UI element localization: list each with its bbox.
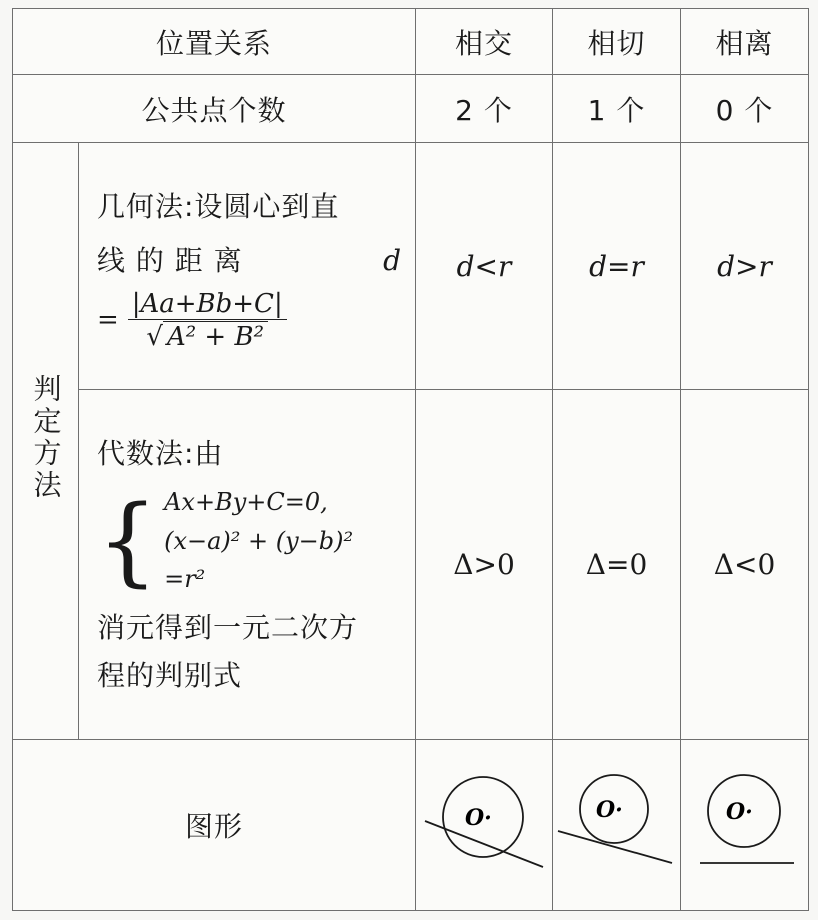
common-points-row bbox=[13, 75, 809, 143]
points-intersect: 2 个 bbox=[416, 75, 553, 143]
system-equations bbox=[164, 483, 353, 598]
header-row bbox=[13, 9, 809, 75]
alg-tangent: Δ=0 bbox=[553, 390, 681, 740]
center-label-intersect: O· bbox=[465, 804, 492, 831]
formula-numerator: |Aa+Bb+C| bbox=[128, 289, 287, 320]
system-eq2: (x−a)² + (y−b)² bbox=[164, 526, 354, 555]
header-tangent: 相切 bbox=[553, 9, 681, 75]
alg-separate: Δ<0 bbox=[681, 390, 809, 740]
geo-separate: d>r bbox=[681, 143, 809, 390]
header-intersect: 相交 bbox=[416, 9, 553, 75]
method-label: 判定方法 bbox=[29, 373, 63, 502]
algebraic-method-row bbox=[13, 390, 809, 740]
formula-equals: = bbox=[97, 304, 119, 335]
center-label-separate: O· bbox=[725, 798, 753, 825]
method-label-cell bbox=[13, 143, 79, 740]
figure-label: 图形 bbox=[13, 740, 416, 911]
distance-var: d bbox=[383, 243, 402, 277]
figure-separate bbox=[682, 767, 808, 877]
figure-tangent bbox=[554, 767, 680, 877]
algebraic-line1: 代数法:由 bbox=[97, 436, 224, 470]
figure-tangent-cell bbox=[553, 740, 681, 911]
geometric-line2 bbox=[97, 234, 415, 287]
figure-separate-cell bbox=[681, 740, 809, 911]
line-tangent bbox=[558, 831, 672, 863]
geometric-line2-text: 线 的 距 离 bbox=[97, 243, 243, 277]
algebraic-method-cell bbox=[79, 390, 416, 740]
figure-row bbox=[13, 740, 809, 911]
geo-intersect: d<r bbox=[416, 143, 553, 390]
algebraic-line-end1: 消元得到一元二次方 bbox=[97, 611, 359, 645]
points-separate: 0 个 bbox=[681, 75, 809, 143]
sqrt-radicand: A² + B² bbox=[163, 321, 268, 352]
geo-tangent: d=r bbox=[553, 143, 681, 390]
formula-denominator bbox=[128, 320, 287, 352]
header-separate: 相离 bbox=[681, 9, 809, 75]
algebraic-line-end2: 程的判别式 bbox=[97, 658, 243, 692]
common-points-label: 公共点个数 bbox=[13, 75, 416, 143]
points-tangent: 1 个 bbox=[553, 75, 681, 143]
alg-intersect: Δ>0 bbox=[416, 390, 553, 740]
figure-intersect-cell bbox=[416, 740, 553, 911]
geometric-method-row bbox=[13, 143, 809, 390]
geometric-method-cell bbox=[79, 143, 416, 390]
equation-system bbox=[97, 483, 415, 598]
geometric-line1: 几何法:设圆心到直 bbox=[97, 190, 340, 224]
header-position-relation: 位置关系 bbox=[13, 9, 416, 75]
system-eq1: Ax+By+C=0, bbox=[164, 488, 328, 517]
line-circle-relation-table bbox=[12, 8, 809, 911]
system-brace: { bbox=[97, 484, 159, 597]
distance-formula bbox=[97, 289, 415, 352]
system-eq3: =r² bbox=[164, 564, 206, 593]
center-label-tangent: O· bbox=[595, 796, 623, 823]
figure-intersect bbox=[419, 767, 549, 877]
formula-fraction bbox=[128, 289, 287, 352]
sqrt-symbol: √ bbox=[146, 321, 163, 352]
